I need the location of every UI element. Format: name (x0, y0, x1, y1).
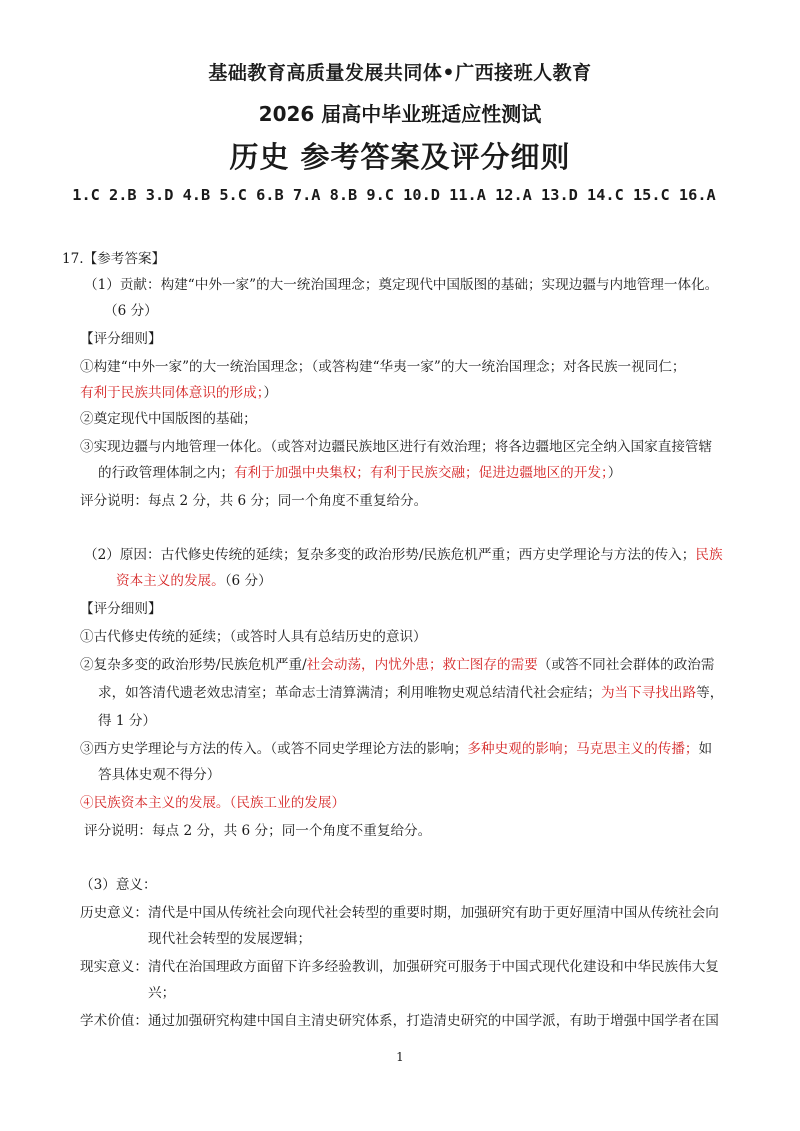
p2-rubric-3-line2: 答具体史观不得分） (98, 767, 221, 783)
p2-rubric-2-d: 等， (696, 685, 724, 701)
p2-answer-red2: 资本主义的发展。 (116, 573, 225, 589)
p2-answer-end: （6 分） (224, 573, 272, 589)
exam-title: 2026 届高中毕业班适应性测试 (258, 102, 542, 126)
p3-history-line2: 现代社会转型的发展逻辑； (148, 931, 312, 947)
p1-rubric-1-red: 有利于民族共同体意识的形成； (80, 385, 264, 401)
p1-rubric-1-line2 (80, 384, 277, 402)
p1-rubric-1-end: ） (263, 385, 278, 401)
p2-answer-line1 (84, 546, 723, 564)
p2-rubric-title: 【评分细则】 (80, 601, 162, 617)
p2-rubric-2-a: ②复杂多变的政治形势/民族危机严重/ (80, 657, 307, 673)
p2-rubric-3-a: ③西方史学理论与方法的传入。（或答不同史学理论方法的影响； (80, 741, 468, 757)
p2-rubric-2-line3: 得 1 分） (98, 713, 157, 729)
p2-rubric-3-b: 如 (698, 741, 713, 757)
p2-rubric-2-line1 (80, 656, 714, 674)
p2-rubric-2-c: 求，如答清代遗老效忠清室；革命志士清算满清；利用唯物史观总结清代社会症结； (98, 685, 601, 701)
page-number: 1 (396, 1050, 404, 1064)
p1-rubric-2: ②奠定现代中国版图的基础； (80, 411, 257, 427)
p1-rubric-1-line1: ①构建“中外一家”的大一统治国理念；（或答构建“华夷一家”的大一统治国理念；对各民族一视同仁； (80, 359, 686, 375)
subject-title: 历史 参考答案及评分细则 (229, 140, 571, 174)
p2-rubric-2-b: （或答不同社会群体的政治需 (537, 657, 715, 673)
p1-answer-line1: （1）贡献：构建“中外一家”的大一统治国理念；奠定现代中国版图的基础；实现边疆与内地管理一体化。 (84, 277, 719, 293)
p2-answer-red1: 民族 (695, 547, 723, 563)
p2-rubric-3-red: 多种史观的影响；马克思主义的传播； (467, 741, 699, 757)
p3-history-line1: 历史意义：清代是中国从传统社会向现代社会转型的重要时期，加强研究有助于更好厘清中国从传统社会向 (80, 905, 719, 921)
p2-answer-a: （2）原因：古代修史传统的延续；复杂多变的政治形势/民族危机严重；西方史学理论与方法的传入； (84, 547, 696, 563)
choice-answers: 1.C 2.B 3.D 4.B 5.C 6.B 7.A 8.B 9.C 10.D 11.A 12.A 13.D 14.C 15.C 16.A (72, 186, 716, 204)
p2-rubric-4: ④民族资本主义的发展。（民族工业的发展） (80, 795, 346, 811)
p1-answer-line2: （6 分） (104, 303, 158, 319)
p2-rubric-2-line2 (98, 684, 723, 702)
org-title: 基础教育高质量发展共同体•广西接班人教育 (208, 62, 592, 84)
p1-rubric-3-end: ） (607, 465, 622, 481)
p1-rubric-3-a: 的行政管理体制之内； (98, 465, 234, 481)
p1-scoring-note: 评分说明：每点 2 分，共 6 分；同一个角度不重复给分。 (80, 493, 428, 509)
p1-rubric-title: 【评分细则】 (80, 331, 162, 347)
p2-scoring-note: 评分说明：每点 2 分，共 6 分；同一个角度不重复给分。 (84, 823, 432, 839)
p3-title: （3）意义： (80, 877, 157, 893)
p3-academic-line1: 学术价值：通过加强研究构建中国自主清史研究体系，打造清史研究的中国学派，有助于增强中国学者在国 (80, 1013, 719, 1029)
p2-rubric-2-red2: 为当下寻找出路 (600, 685, 697, 701)
p2-rubric-2-red: 社会动荡，内忧外患；救亡图存的需要 (306, 657, 538, 673)
p3-reality-line2: 兴； (148, 985, 176, 1001)
p2-answer-line2 (116, 572, 272, 590)
p1-rubric-3-line2 (98, 464, 621, 482)
p2-rubric-1: ①古代修史传统的延续；（或答时人具有总结历史的意识） (80, 629, 427, 645)
p1-rubric-3-line1: ③实现边疆与内地管理一体化。（或答对边疆民族地区进行有效治理；将各边疆地区完全纳入国家直接管辖 (80, 439, 713, 455)
p3-reality-line1: 现实意义：清代在治国理政方面留下许多经验教训，加强研究可服务于中国式现代化建设和中华民族伟大复 (80, 959, 719, 975)
p1-rubric-3-red: 有利于加强中央集权；有利于民族交融；促进边疆地区的开发； (233, 465, 608, 481)
q17-label: 17.【参考答案】 (62, 251, 166, 267)
p2-rubric-3-line1 (80, 740, 712, 758)
